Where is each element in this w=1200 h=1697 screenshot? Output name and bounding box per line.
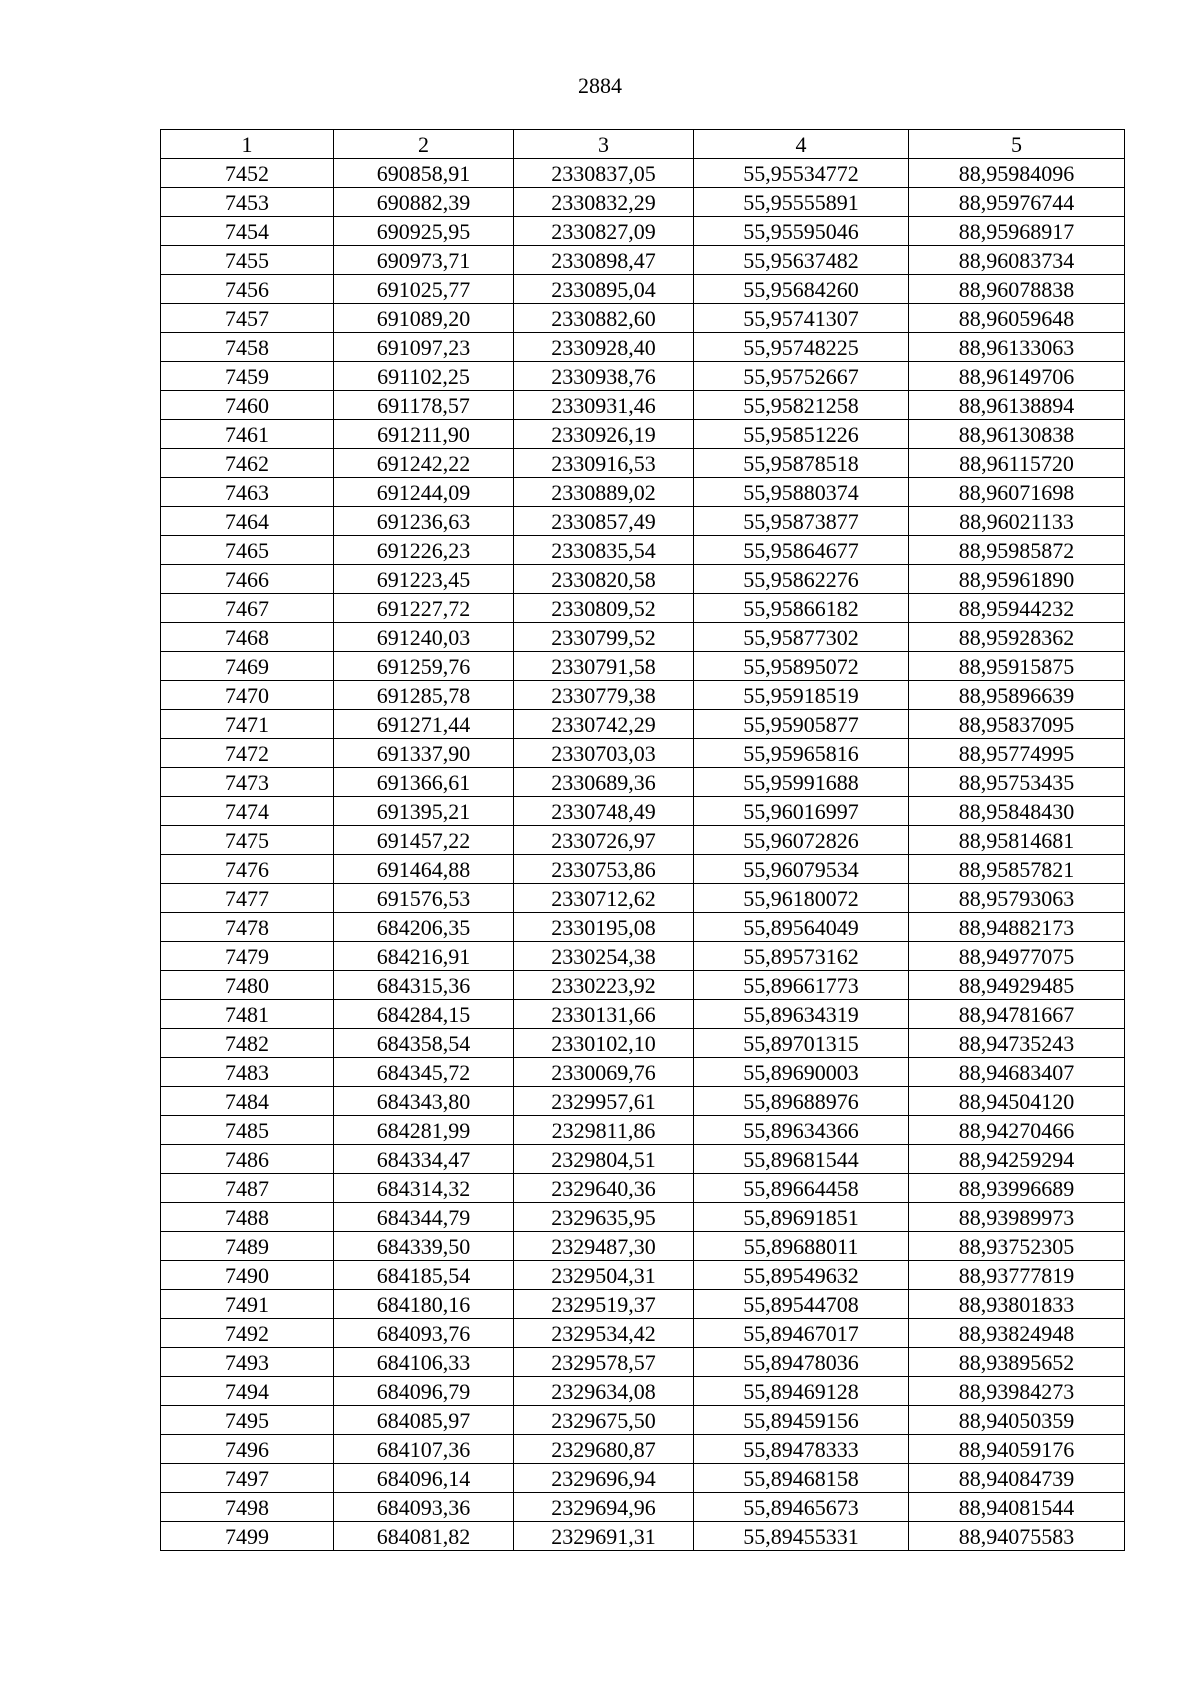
- table-row: [161, 1174, 1125, 1203]
- table-cell: 7456: [161, 275, 334, 304]
- table-cell: 88,95968917: [909, 217, 1125, 246]
- table-row: [161, 942, 1125, 971]
- table-header-row: [161, 130, 1125, 159]
- table-cell: 55,89691851: [694, 1203, 909, 1232]
- table-row: [161, 1377, 1125, 1406]
- table-row: [161, 681, 1125, 710]
- table-cell: 7486: [161, 1145, 334, 1174]
- table-row: [161, 507, 1125, 536]
- table-cell: 691240,03: [334, 623, 514, 652]
- table-cell: 88,95814681: [909, 826, 1125, 855]
- table-cell: 55,95555891: [694, 188, 909, 217]
- table-cell: 88,94050359: [909, 1406, 1125, 1435]
- table-cell: 55,89634319: [694, 1000, 909, 1029]
- table-cell: 691366,61: [334, 768, 514, 797]
- table-cell: 2330837,05: [514, 159, 694, 188]
- table-cell: 2330195,08: [514, 913, 694, 942]
- table-row: [161, 362, 1125, 391]
- table-row: [161, 1464, 1125, 1493]
- table-cell: 691102,25: [334, 362, 514, 391]
- table-cell: 691223,45: [334, 565, 514, 594]
- table-cell: 7463: [161, 478, 334, 507]
- table-row: [161, 826, 1125, 855]
- table-cell: 2329680,87: [514, 1435, 694, 1464]
- table-row: [161, 478, 1125, 507]
- table-cell: 2329635,95: [514, 1203, 694, 1232]
- table-cell: 7497: [161, 1464, 334, 1493]
- table-row: [161, 1261, 1125, 1290]
- table-cell: 55,95878518: [694, 449, 909, 478]
- table-cell: 7496: [161, 1435, 334, 1464]
- table-cell: 684358,54: [334, 1029, 514, 1058]
- table-cell: 684106,33: [334, 1348, 514, 1377]
- table-row: [161, 1522, 1125, 1551]
- table-cell: 691271,44: [334, 710, 514, 739]
- table-row: [161, 913, 1125, 942]
- table-cell: 88,94929485: [909, 971, 1125, 1000]
- table-cell: 2330726,97: [514, 826, 694, 855]
- table-cell: 88,96059648: [909, 304, 1125, 333]
- table-row: [161, 1058, 1125, 1087]
- table-cell: 55,95748225: [694, 333, 909, 362]
- table-cell: 2329804,51: [514, 1145, 694, 1174]
- table-cell: 55,89478036: [694, 1348, 909, 1377]
- table-row: [161, 1145, 1125, 1174]
- table-cell: 55,95895072: [694, 652, 909, 681]
- table-cell: 55,96079534: [694, 855, 909, 884]
- table-row: [161, 1406, 1125, 1435]
- table-cell: 88,96021133: [909, 507, 1125, 536]
- table-row: [161, 1319, 1125, 1348]
- table-cell: 55,89690003: [694, 1058, 909, 1087]
- table-row: [161, 217, 1125, 246]
- table-cell: 2330703,03: [514, 739, 694, 768]
- table-row: [161, 739, 1125, 768]
- column-header: 2: [334, 130, 514, 159]
- table-cell: 55,89469128: [694, 1377, 909, 1406]
- table-cell: 7455: [161, 246, 334, 275]
- table-cell: 55,95905877: [694, 710, 909, 739]
- table-row: [161, 536, 1125, 565]
- table-cell: 684093,76: [334, 1319, 514, 1348]
- table-cell: 55,89681544: [694, 1145, 909, 1174]
- table-row: [161, 188, 1125, 217]
- table-cell: 2329578,57: [514, 1348, 694, 1377]
- table-cell: 55,95741307: [694, 304, 909, 333]
- table-cell: 691576,53: [334, 884, 514, 913]
- table-cell: 88,93996689: [909, 1174, 1125, 1203]
- table-cell: 7465: [161, 536, 334, 565]
- table-row: [161, 1290, 1125, 1319]
- table-cell: 7460: [161, 391, 334, 420]
- table-cell: 88,93984273: [909, 1377, 1125, 1406]
- table-cell: 88,94683407: [909, 1058, 1125, 1087]
- table-cell: 7457: [161, 304, 334, 333]
- table-cell: 88,93752305: [909, 1232, 1125, 1261]
- table-cell: 55,95752667: [694, 362, 909, 391]
- table-cell: 7467: [161, 594, 334, 623]
- table-cell: 55,96016997: [694, 797, 909, 826]
- table-cell: 684314,32: [334, 1174, 514, 1203]
- table-cell: 7494: [161, 1377, 334, 1406]
- table-cell: 2329957,61: [514, 1087, 694, 1116]
- table-cell: 88,93895652: [909, 1348, 1125, 1377]
- table-cell: 55,96180072: [694, 884, 909, 913]
- table-cell: 88,95848430: [909, 797, 1125, 826]
- table-cell: 55,95866182: [694, 594, 909, 623]
- table-cell: 684107,36: [334, 1435, 514, 1464]
- table-cell: 2330882,60: [514, 304, 694, 333]
- table-cell: 684216,91: [334, 942, 514, 971]
- table-cell: 2330889,02: [514, 478, 694, 507]
- table-row: [161, 855, 1125, 884]
- table-cell: 55,89573162: [694, 942, 909, 971]
- table-cell: 55,95864677: [694, 536, 909, 565]
- table-cell: 88,95976744: [909, 188, 1125, 217]
- table-cell: 7474: [161, 797, 334, 826]
- table-cell: 7459: [161, 362, 334, 391]
- table-row: [161, 1087, 1125, 1116]
- table-cell: 88,94084739: [909, 1464, 1125, 1493]
- table-cell: 2330895,04: [514, 275, 694, 304]
- table-cell: 684345,72: [334, 1058, 514, 1087]
- table-cell: 7453: [161, 188, 334, 217]
- table-cell: 88,96138894: [909, 391, 1125, 420]
- table-cell: 7469: [161, 652, 334, 681]
- table-cell: 7454: [161, 217, 334, 246]
- table-cell: 690973,71: [334, 246, 514, 275]
- table-cell: 2329634,08: [514, 1377, 694, 1406]
- table-cell: 2330799,52: [514, 623, 694, 652]
- table-cell: 691227,72: [334, 594, 514, 623]
- table-cell: 88,94504120: [909, 1087, 1125, 1116]
- table-cell: 88,94977075: [909, 942, 1125, 971]
- table-cell: 2330898,47: [514, 246, 694, 275]
- table-cell: 691244,09: [334, 478, 514, 507]
- table-cell: 88,95896639: [909, 681, 1125, 710]
- table-cell: 88,94781667: [909, 1000, 1125, 1029]
- table-row: [161, 710, 1125, 739]
- table-cell: 691395,21: [334, 797, 514, 826]
- table-cell: 684085,97: [334, 1406, 514, 1435]
- table-cell: 55,89465673: [694, 1493, 909, 1522]
- table-cell: 55,89688976: [694, 1087, 909, 1116]
- table-row: [161, 391, 1125, 420]
- table-cell: 7476: [161, 855, 334, 884]
- table-cell: 7458: [161, 333, 334, 362]
- table-cell: 7491: [161, 1290, 334, 1319]
- table-cell: 2330791,58: [514, 652, 694, 681]
- table-cell: 2329519,37: [514, 1290, 694, 1319]
- table-cell: 55,89459156: [694, 1406, 909, 1435]
- table-cell: 55,89664458: [694, 1174, 909, 1203]
- table-cell: 55,89549632: [694, 1261, 909, 1290]
- table-cell: 2329487,30: [514, 1232, 694, 1261]
- table-cell: 2329811,86: [514, 1116, 694, 1145]
- table-cell: 2330928,40: [514, 333, 694, 362]
- table-cell: 55,89468158: [694, 1464, 909, 1493]
- table-cell: 691259,76: [334, 652, 514, 681]
- table-cell: 2329640,36: [514, 1174, 694, 1203]
- table-cell: 88,94882173: [909, 913, 1125, 942]
- table-body: [161, 159, 1125, 1551]
- table-cell: 691178,57: [334, 391, 514, 420]
- table-cell: 2330938,76: [514, 362, 694, 391]
- table-cell: 2329675,50: [514, 1406, 694, 1435]
- table-cell: 55,95637482: [694, 246, 909, 275]
- table-cell: 2330835,54: [514, 536, 694, 565]
- table-cell: 88,93824948: [909, 1319, 1125, 1348]
- table-row: [161, 565, 1125, 594]
- table-cell: 55,95880374: [694, 478, 909, 507]
- table-cell: 691242,22: [334, 449, 514, 478]
- table-cell: 88,95857821: [909, 855, 1125, 884]
- table-cell: 55,89688011: [694, 1232, 909, 1261]
- table-cell: 2330857,49: [514, 507, 694, 536]
- table-cell: 7482: [161, 1029, 334, 1058]
- table-cell: 55,89564049: [694, 913, 909, 942]
- table-cell: 684344,79: [334, 1203, 514, 1232]
- table-cell: 88,96071698: [909, 478, 1125, 507]
- table-cell: 2330712,62: [514, 884, 694, 913]
- table-cell: 7483: [161, 1058, 334, 1087]
- table-cell: 7472: [161, 739, 334, 768]
- table-cell: 7488: [161, 1203, 334, 1232]
- table-cell: 7495: [161, 1406, 334, 1435]
- table-cell: 7473: [161, 768, 334, 797]
- table-cell: 684284,15: [334, 1000, 514, 1029]
- table-cell: 55,89661773: [694, 971, 909, 1000]
- table-row: [161, 1000, 1125, 1029]
- table-row: [161, 420, 1125, 449]
- table-row: [161, 1493, 1125, 1522]
- column-header: 4: [694, 130, 909, 159]
- table-row: [161, 1116, 1125, 1145]
- table-cell: 7485: [161, 1116, 334, 1145]
- table-cell: 2330689,36: [514, 768, 694, 797]
- table-cell: 7479: [161, 942, 334, 971]
- table-cell: 88,95984096: [909, 159, 1125, 188]
- table-cell: 691089,20: [334, 304, 514, 333]
- table-row: [161, 623, 1125, 652]
- table-cell: 684281,99: [334, 1116, 514, 1145]
- table-cell: 684096,79: [334, 1377, 514, 1406]
- table-cell: 7452: [161, 159, 334, 188]
- table-cell: 55,95877302: [694, 623, 909, 652]
- table-cell: 7462: [161, 449, 334, 478]
- table-cell: 2330254,38: [514, 942, 694, 971]
- table-cell: 691226,23: [334, 536, 514, 565]
- table-row: [161, 1435, 1125, 1464]
- table-cell: 7478: [161, 913, 334, 942]
- table-row: [161, 1029, 1125, 1058]
- table-cell: 88,95774995: [909, 739, 1125, 768]
- table-row: [161, 594, 1125, 623]
- table-cell: 2329694,96: [514, 1493, 694, 1522]
- table-cell: 55,89478333: [694, 1435, 909, 1464]
- table-cell: 684096,14: [334, 1464, 514, 1493]
- table-row: [161, 1232, 1125, 1261]
- table-cell: 55,89467017: [694, 1319, 909, 1348]
- table-cell: 684315,36: [334, 971, 514, 1000]
- table-cell: 684093,36: [334, 1493, 514, 1522]
- table-cell: 2330223,92: [514, 971, 694, 1000]
- table-cell: 88,95793063: [909, 884, 1125, 913]
- table-cell: 88,94081544: [909, 1493, 1125, 1522]
- table-cell: 55,95534772: [694, 159, 909, 188]
- table-cell: 690925,95: [334, 217, 514, 246]
- table-cell: 684081,82: [334, 1522, 514, 1551]
- table-cell: 55,96072826: [694, 826, 909, 855]
- table-cell: 2329691,31: [514, 1522, 694, 1551]
- table-cell: 88,95944232: [909, 594, 1125, 623]
- table-cell: 2330827,09: [514, 217, 694, 246]
- table-cell: 691097,23: [334, 333, 514, 362]
- table-cell: 7475: [161, 826, 334, 855]
- table-cell: 88,94735243: [909, 1029, 1125, 1058]
- table-cell: 7499: [161, 1522, 334, 1551]
- table-cell: 2330102,10: [514, 1029, 694, 1058]
- table-cell: 2330931,46: [514, 391, 694, 420]
- table-row: [161, 304, 1125, 333]
- table-cell: 55,95684260: [694, 275, 909, 304]
- table-row: [161, 884, 1125, 913]
- table-cell: 691464,88: [334, 855, 514, 884]
- table-cell: 2330832,29: [514, 188, 694, 217]
- table-cell: 684334,47: [334, 1145, 514, 1174]
- table-row: [161, 449, 1125, 478]
- table-cell: 2329504,31: [514, 1261, 694, 1290]
- table-cell: 7493: [161, 1348, 334, 1377]
- table-cell: 2329696,94: [514, 1464, 694, 1493]
- table-cell: 7471: [161, 710, 334, 739]
- table-cell: 2329534,42: [514, 1319, 694, 1348]
- table-cell: 88,96078838: [909, 275, 1125, 304]
- table-cell: 691285,78: [334, 681, 514, 710]
- table-cell: 690858,91: [334, 159, 514, 188]
- table-cell: 2330916,53: [514, 449, 694, 478]
- table-cell: 7470: [161, 681, 334, 710]
- table-cell: 7464: [161, 507, 334, 536]
- table-cell: 7481: [161, 1000, 334, 1029]
- table-cell: 2330131,66: [514, 1000, 694, 1029]
- table-row: [161, 1348, 1125, 1377]
- column-header: 5: [909, 130, 1125, 159]
- table-cell: 55,95851226: [694, 420, 909, 449]
- table-cell: 691025,77: [334, 275, 514, 304]
- table-row: [161, 797, 1125, 826]
- table-cell: 7490: [161, 1261, 334, 1290]
- table-cell: 7480: [161, 971, 334, 1000]
- table-row: [161, 768, 1125, 797]
- table-row: [161, 652, 1125, 681]
- table-row: [161, 1203, 1125, 1232]
- table-cell: 684180,16: [334, 1290, 514, 1319]
- table-cell: 55,95965816: [694, 739, 909, 768]
- table-cell: 2330820,58: [514, 565, 694, 594]
- table-cell: 2330809,52: [514, 594, 694, 623]
- table-cell: 7466: [161, 565, 334, 594]
- table-cell: 2330742,29: [514, 710, 694, 739]
- table-cell: 88,96083734: [909, 246, 1125, 275]
- table-cell: 2330753,86: [514, 855, 694, 884]
- table-cell: 7477: [161, 884, 334, 913]
- table-cell: 88,94270466: [909, 1116, 1125, 1145]
- column-header: 1: [161, 130, 334, 159]
- table-cell: 55,95595046: [694, 217, 909, 246]
- table-cell: 88,94059176: [909, 1435, 1125, 1464]
- table-cell: 55,95873877: [694, 507, 909, 536]
- table-cell: 88,96149706: [909, 362, 1125, 391]
- table-cell: 88,95753435: [909, 768, 1125, 797]
- table-cell: 88,94075583: [909, 1522, 1125, 1551]
- table-cell: 7487: [161, 1174, 334, 1203]
- coordinates-table: [160, 129, 1125, 1551]
- table-cell: 684339,50: [334, 1232, 514, 1261]
- table-cell: 88,95985872: [909, 536, 1125, 565]
- table-cell: 88,93777819: [909, 1261, 1125, 1290]
- table-cell: 55,89634366: [694, 1116, 909, 1145]
- table-cell: 88,96130838: [909, 420, 1125, 449]
- table-cell: 690882,39: [334, 188, 514, 217]
- table-cell: 691211,90: [334, 420, 514, 449]
- table-cell: 2330069,76: [514, 1058, 694, 1087]
- table-row: [161, 159, 1125, 188]
- table-cell: 88,95915875: [909, 652, 1125, 681]
- table-cell: 2330779,38: [514, 681, 694, 710]
- table-cell: 7489: [161, 1232, 334, 1261]
- table-cell: 7492: [161, 1319, 334, 1348]
- table-cell: 7498: [161, 1493, 334, 1522]
- table-cell: 55,95918519: [694, 681, 909, 710]
- table-cell: 55,89455331: [694, 1522, 909, 1551]
- table-cell: 55,89544708: [694, 1290, 909, 1319]
- table-cell: 88,95837095: [909, 710, 1125, 739]
- table-cell: 88,93989973: [909, 1203, 1125, 1232]
- table-cell: 691337,90: [334, 739, 514, 768]
- table-row: [161, 246, 1125, 275]
- table-cell: 55,89701315: [694, 1029, 909, 1058]
- table-cell: 691457,22: [334, 826, 514, 855]
- column-header: 3: [514, 130, 694, 159]
- table-cell: 2330748,49: [514, 797, 694, 826]
- table-cell: 88,93801833: [909, 1290, 1125, 1319]
- table-cell: 55,95862276: [694, 565, 909, 594]
- table-cell: 684206,35: [334, 913, 514, 942]
- table-cell: 7468: [161, 623, 334, 652]
- table-cell: 7484: [161, 1087, 334, 1116]
- table-cell: 691236,63: [334, 507, 514, 536]
- table-cell: 88,96133063: [909, 333, 1125, 362]
- table-cell: 88,94259294: [909, 1145, 1125, 1174]
- table-cell: 7461: [161, 420, 334, 449]
- table-row: [161, 333, 1125, 362]
- table-cell: 55,95991688: [694, 768, 909, 797]
- page-number: 2884: [578, 73, 622, 98]
- table-cell: 684185,54: [334, 1261, 514, 1290]
- table-cell: 88,96115720: [909, 449, 1125, 478]
- table-cell: 2330926,19: [514, 420, 694, 449]
- table-row: [161, 275, 1125, 304]
- table-cell: 55,95821258: [694, 391, 909, 420]
- table-cell: 684343,80: [334, 1087, 514, 1116]
- table-cell: 88,95961890: [909, 565, 1125, 594]
- table-row: [161, 971, 1125, 1000]
- table-cell: 88,95928362: [909, 623, 1125, 652]
